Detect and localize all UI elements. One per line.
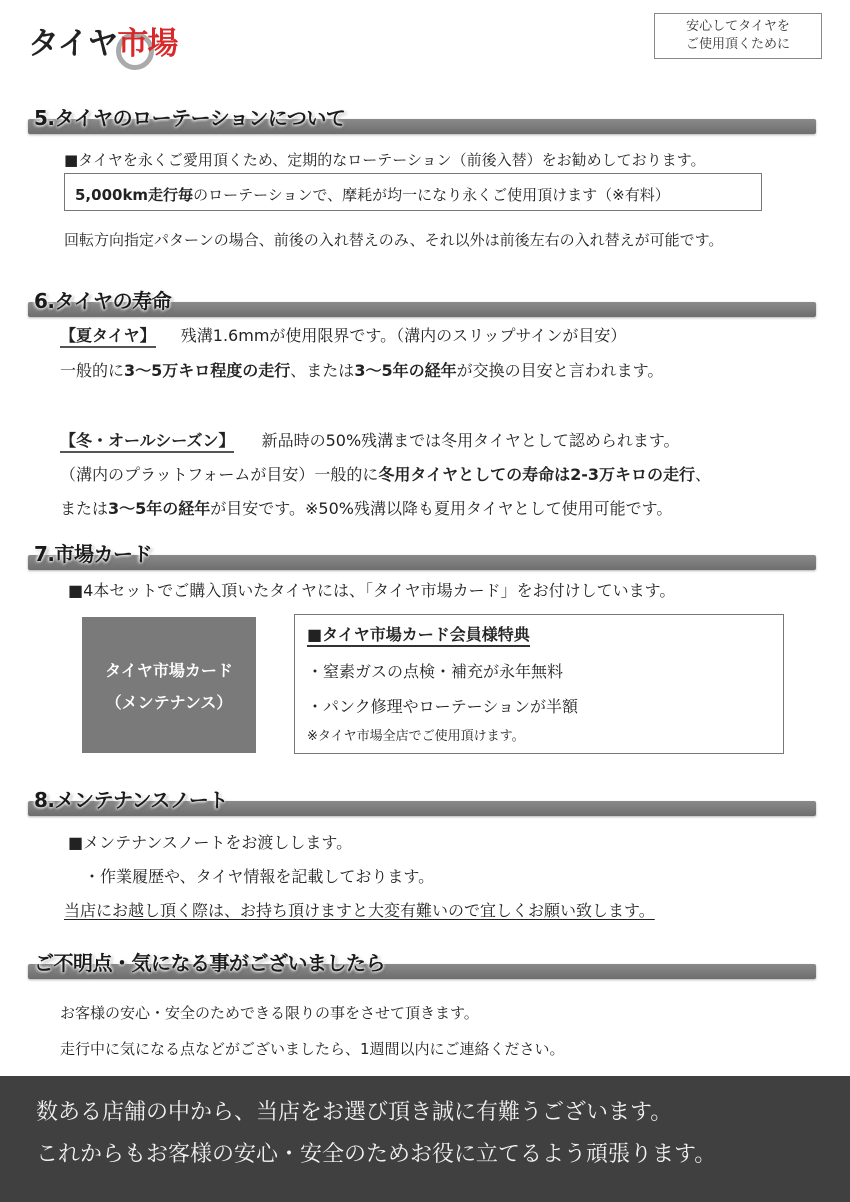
card-intro: ■4本セットでご購入頂いたタイヤには、「タイヤ市場カード」をお付けしています。 <box>68 581 676 600</box>
summer-tire-guideline <box>60 358 663 381</box>
text: または <box>60 499 109 518</box>
text: 一般的に <box>60 361 125 380</box>
section-header-maintenance <box>20 782 816 816</box>
card-benefits-box <box>294 614 784 754</box>
logo <box>28 18 177 62</box>
section-title: 6.タイヤの寿命 <box>34 289 172 313</box>
summer-distance: 3～5万キロ程度の走行 <box>124 361 291 380</box>
card-label-line1: タイヤ市場カード <box>105 661 233 680</box>
section-header-contact <box>20 945 816 979</box>
section-header-rotation <box>20 100 816 134</box>
tagline-box <box>654 13 822 59</box>
maintenance-line1: ■メンテナンスノートをお渡しします。 <box>68 833 353 852</box>
rotation-intro: ■タイヤを永くご愛用頂くため、定期的なローテーション（前後入替）をお勧めしております。 <box>64 151 706 169</box>
maintenance-line2: ・作業履歴や、タイヤ情報を記載しております。 <box>84 867 435 886</box>
benefits-note: ※タイヤ市場全店でご使用頂けます。 <box>307 729 525 744</box>
section-title: 7.市場カード <box>34 542 153 566</box>
winter-lifespan: 冬用タイヤとしての寿命は2-3万キロの走行 <box>378 465 695 484</box>
section-header-card <box>20 536 816 570</box>
winter-tire-text: 新品時の50%残溝までは冬用タイヤとして認められます。 <box>261 431 680 450</box>
winter-tire-guideline-2 <box>60 496 672 519</box>
card-label-line2: （メンテナンス） <box>105 693 233 712</box>
text: が交換の目安と言われます。 <box>456 361 664 380</box>
benefits-heading: ■タイヤ市場カード会員様特典 <box>307 625 530 647</box>
maintenance-request: 当店にお越し頂く際は、お持ち頂けますと大変有難いので宜しくお願い致します。 <box>64 901 655 920</box>
text: が目安です。※50%残溝以降も夏用タイヤとして使用可能です。 <box>210 499 673 518</box>
summer-tire-line <box>60 323 626 346</box>
rotation-highlight-box <box>64 173 762 211</box>
footer-line1: 数ある店舗の中から、当店をお選び頂き誠に有難うございます。 <box>36 1100 673 1125</box>
market-card-image <box>82 617 256 753</box>
section-header-lifespan <box>20 283 816 317</box>
winter-tire-line <box>60 428 680 451</box>
summer-age: 3～5年の経年 <box>354 361 457 380</box>
tagline-line1: 安心してタイヤを <box>686 19 790 34</box>
benefit-item: ・窒素ガスの点検・補充が永年無料 <box>307 662 564 681</box>
summer-tire-text: 残溝1.6mmが使用限界です。（溝内のスリップサインが目安） <box>180 326 627 345</box>
rotation-box-text: のローテーションで、摩耗が均一になり永くご使用頂けます（※有料） <box>193 186 670 204</box>
footer-line2: これからもお客様の安心・安全のためお役に立てるよう頑張ります。 <box>36 1142 717 1167</box>
winter-age: 3～5年の経年 <box>108 499 211 518</box>
contact-line2: 走行中に気になる点などがございましたら、1週間以内にご連絡ください。 <box>60 1040 565 1058</box>
summer-tire-label: 【夏タイヤ】 <box>60 326 156 348</box>
text: 、 <box>695 465 712 484</box>
rotation-note: 回転方向指定パターンの場合、前後の入れ替えのみ、それ以外は前後左右の入れ替えが可能です。 <box>64 231 724 249</box>
rotation-interval: 5,000km走行毎 <box>75 186 194 204</box>
contact-line1: お客様の安心・安全のためできる限りの事をさせて頂きます。 <box>60 1004 479 1022</box>
section-title: 8.メンテナンスノート <box>34 788 228 812</box>
winter-tire-label: 【冬・オールシーズン】 <box>60 431 234 453</box>
logo-text-market: 市場 <box>117 25 178 62</box>
logo-text-tire: タイヤ <box>28 25 118 62</box>
section-title: ご不明点・気になる事がございましたら <box>34 951 385 975</box>
winter-tire-guideline <box>60 462 711 485</box>
text: 、または <box>290 361 355 380</box>
benefit-item: ・パンク修理やローテーションが半額 <box>307 697 579 716</box>
text: （溝内のプラットフォームが目安）一般的に <box>60 465 379 484</box>
footer-banner <box>0 1076 850 1202</box>
tagline-line2: ご使用頂くために <box>685 37 790 52</box>
section-title: 5.タイヤのローテーションについて <box>34 106 346 130</box>
